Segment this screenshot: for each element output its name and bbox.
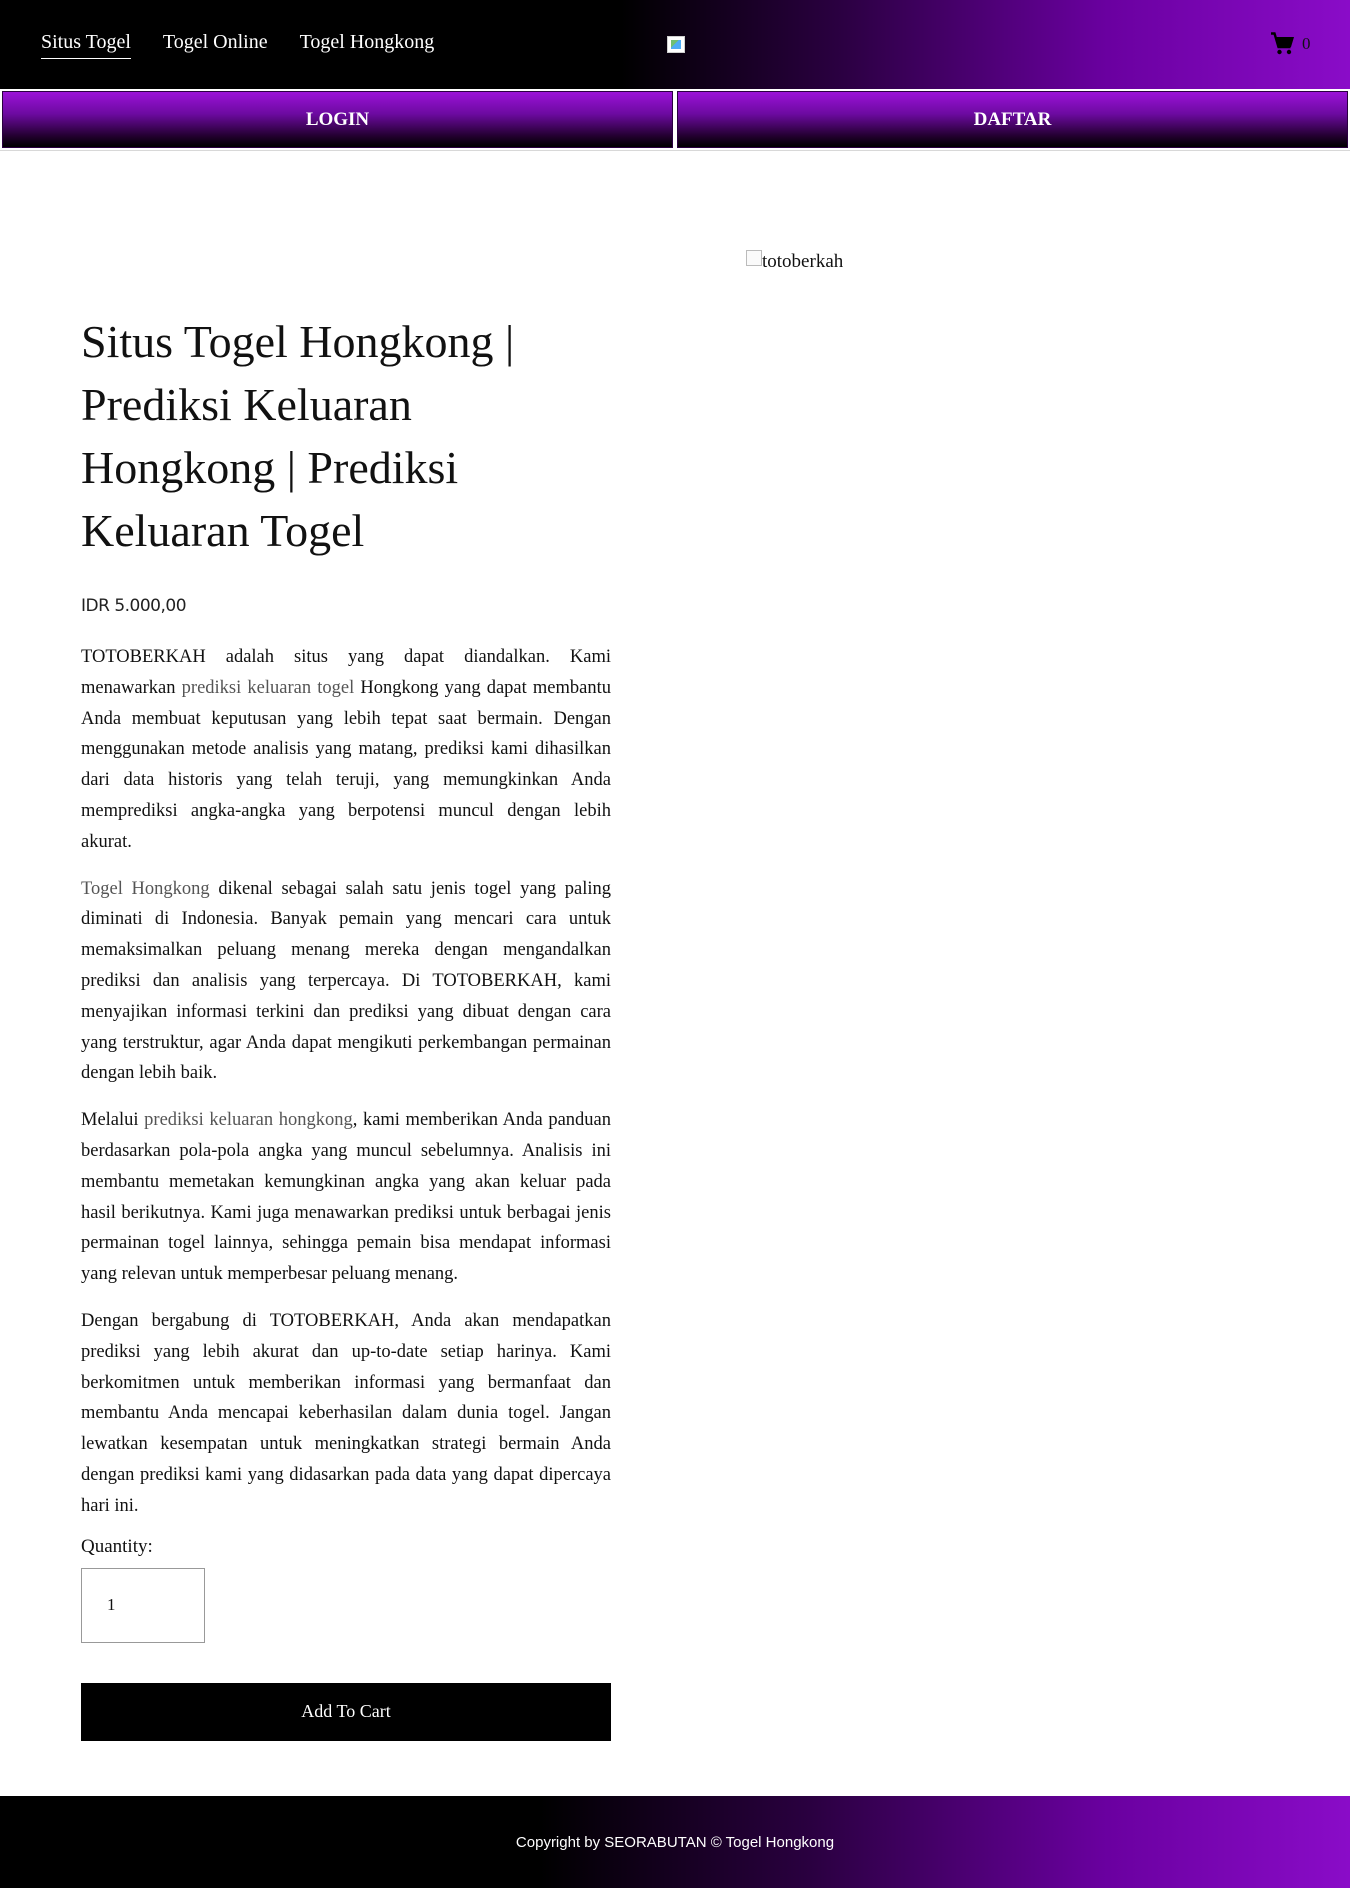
link-togel-hongkong[interactable]: Togel Hongkong <box>81 878 210 899</box>
quantity-label: Quantity: <box>81 1535 153 1557</box>
description-paragraph-1 <box>81 642 611 858</box>
auth-bar <box>0 89 1350 151</box>
product-image-alt: totoberkah <box>762 251 844 272</box>
cart-icon <box>1270 32 1296 56</box>
quantity-input[interactable]: 1 <box>81 1568 205 1643</box>
text: dikenal sebagai salah satu jenis togel yang paling diminati di Indonesia. Banyak pemain yang mencari cara untuk memaksimalkan peluang menang mereka dengan mengandalkan prediksi dan analisis yang terpercaya. Di TOTOBERKAH, kami menyajikan informasi terkini dan prediksi yang dibuat dengan cara yang terstruktur, agar Anda dapat mengikuti perkembangan permainan dengan lebih baik. <box>81 878 611 1084</box>
footer-copyright: Copyright by SEORABUTAN © Togel Hongkong <box>515 1833 835 1851</box>
text: , kami memberikan Anda panduan berdasarkan pola-pola angka yang muncul sebelumnya. Analisis ini membantu memetakan kemungkinan angka yang akan keluar pada hasil berikutnya. Kami juga menawarkan prediksi untuk berbagai jenis permainan togel lainnya, sehingga pemain bisa mendapat informasi yang relevan untuk memperbesar peluang menang. <box>81 1110 611 1285</box>
broken-image-icon <box>746 250 762 266</box>
description-paragraph-4: Dengan bergabung di TOTOBERKAH, Anda akan mendapatkan prediksi yang lebih akurat dan up-to-date setiap harinya. Kami berkomitmen untuk memberikan informasi yang bermanfaat dan membantu Anda mencapai keberhasilan dalam dunia togel. Jangan lewatkan kesempatan untuk meningkatkan strategi bermain Anda dengan prediksi kami yang didasarkan pada data yang dapat dipercaya hari ini. <box>81 1310 611 1516</box>
text: TOTOBERKAH adalah situs yang dapat diandalkan. Kami menawarkan <box>81 647 611 698</box>
product-details <box>81 310 611 1741</box>
nav-link-togel-online[interactable]: Togel Online <box>162 31 268 53</box>
daftar-button[interactable]: DAFTAR <box>677 91 1348 148</box>
cart-count: 0 <box>1302 34 1311 53</box>
site-logo-broken-image-icon[interactable] <box>667 36 685 53</box>
description-paragraph-2 <box>81 874 611 1090</box>
product-title: Situs Togel Hongkong | Prediksi Keluaran Hongkong | Prediksi Keluaran Togel <box>81 316 515 556</box>
text: Melalui <box>81 1110 145 1131</box>
nav-link-togel-hongkong[interactable]: Togel Hongkong <box>299 31 435 53</box>
product-price: IDR 5.000,00 <box>81 596 187 616</box>
top-navigation-bar <box>0 0 1350 89</box>
text: Hongkong yang dapat membantu Anda membuat keputusan yang lebih tepat saat bermain. Dengan menggunakan metode analisis yang matang, prediksi kami dihasilkan dari data historis yang telah teruji, yang memungkinkan Anda memprediksi angka-angka yang berpotensi muncul dengan lebih akurat. <box>81 677 611 852</box>
link-prediksi-keluaran-togel[interactable]: prediksi keluaran togel <box>181 677 355 698</box>
link-prediksi-keluaran-hongkong[interactable]: prediksi keluaran hongkong <box>144 1110 353 1131</box>
nav-link-situs-togel[interactable]: Situs Togel <box>41 31 131 59</box>
login-button[interactable]: LOGIN <box>2 91 673 148</box>
add-to-cart-button[interactable]: Add To Cart <box>81 1683 611 1741</box>
description-paragraph-3 <box>81 1105 611 1290</box>
footer <box>0 1796 1350 1888</box>
product-image <box>746 250 843 274</box>
main-nav <box>41 0 434 89</box>
cart-button[interactable] <box>1270 30 1311 58</box>
